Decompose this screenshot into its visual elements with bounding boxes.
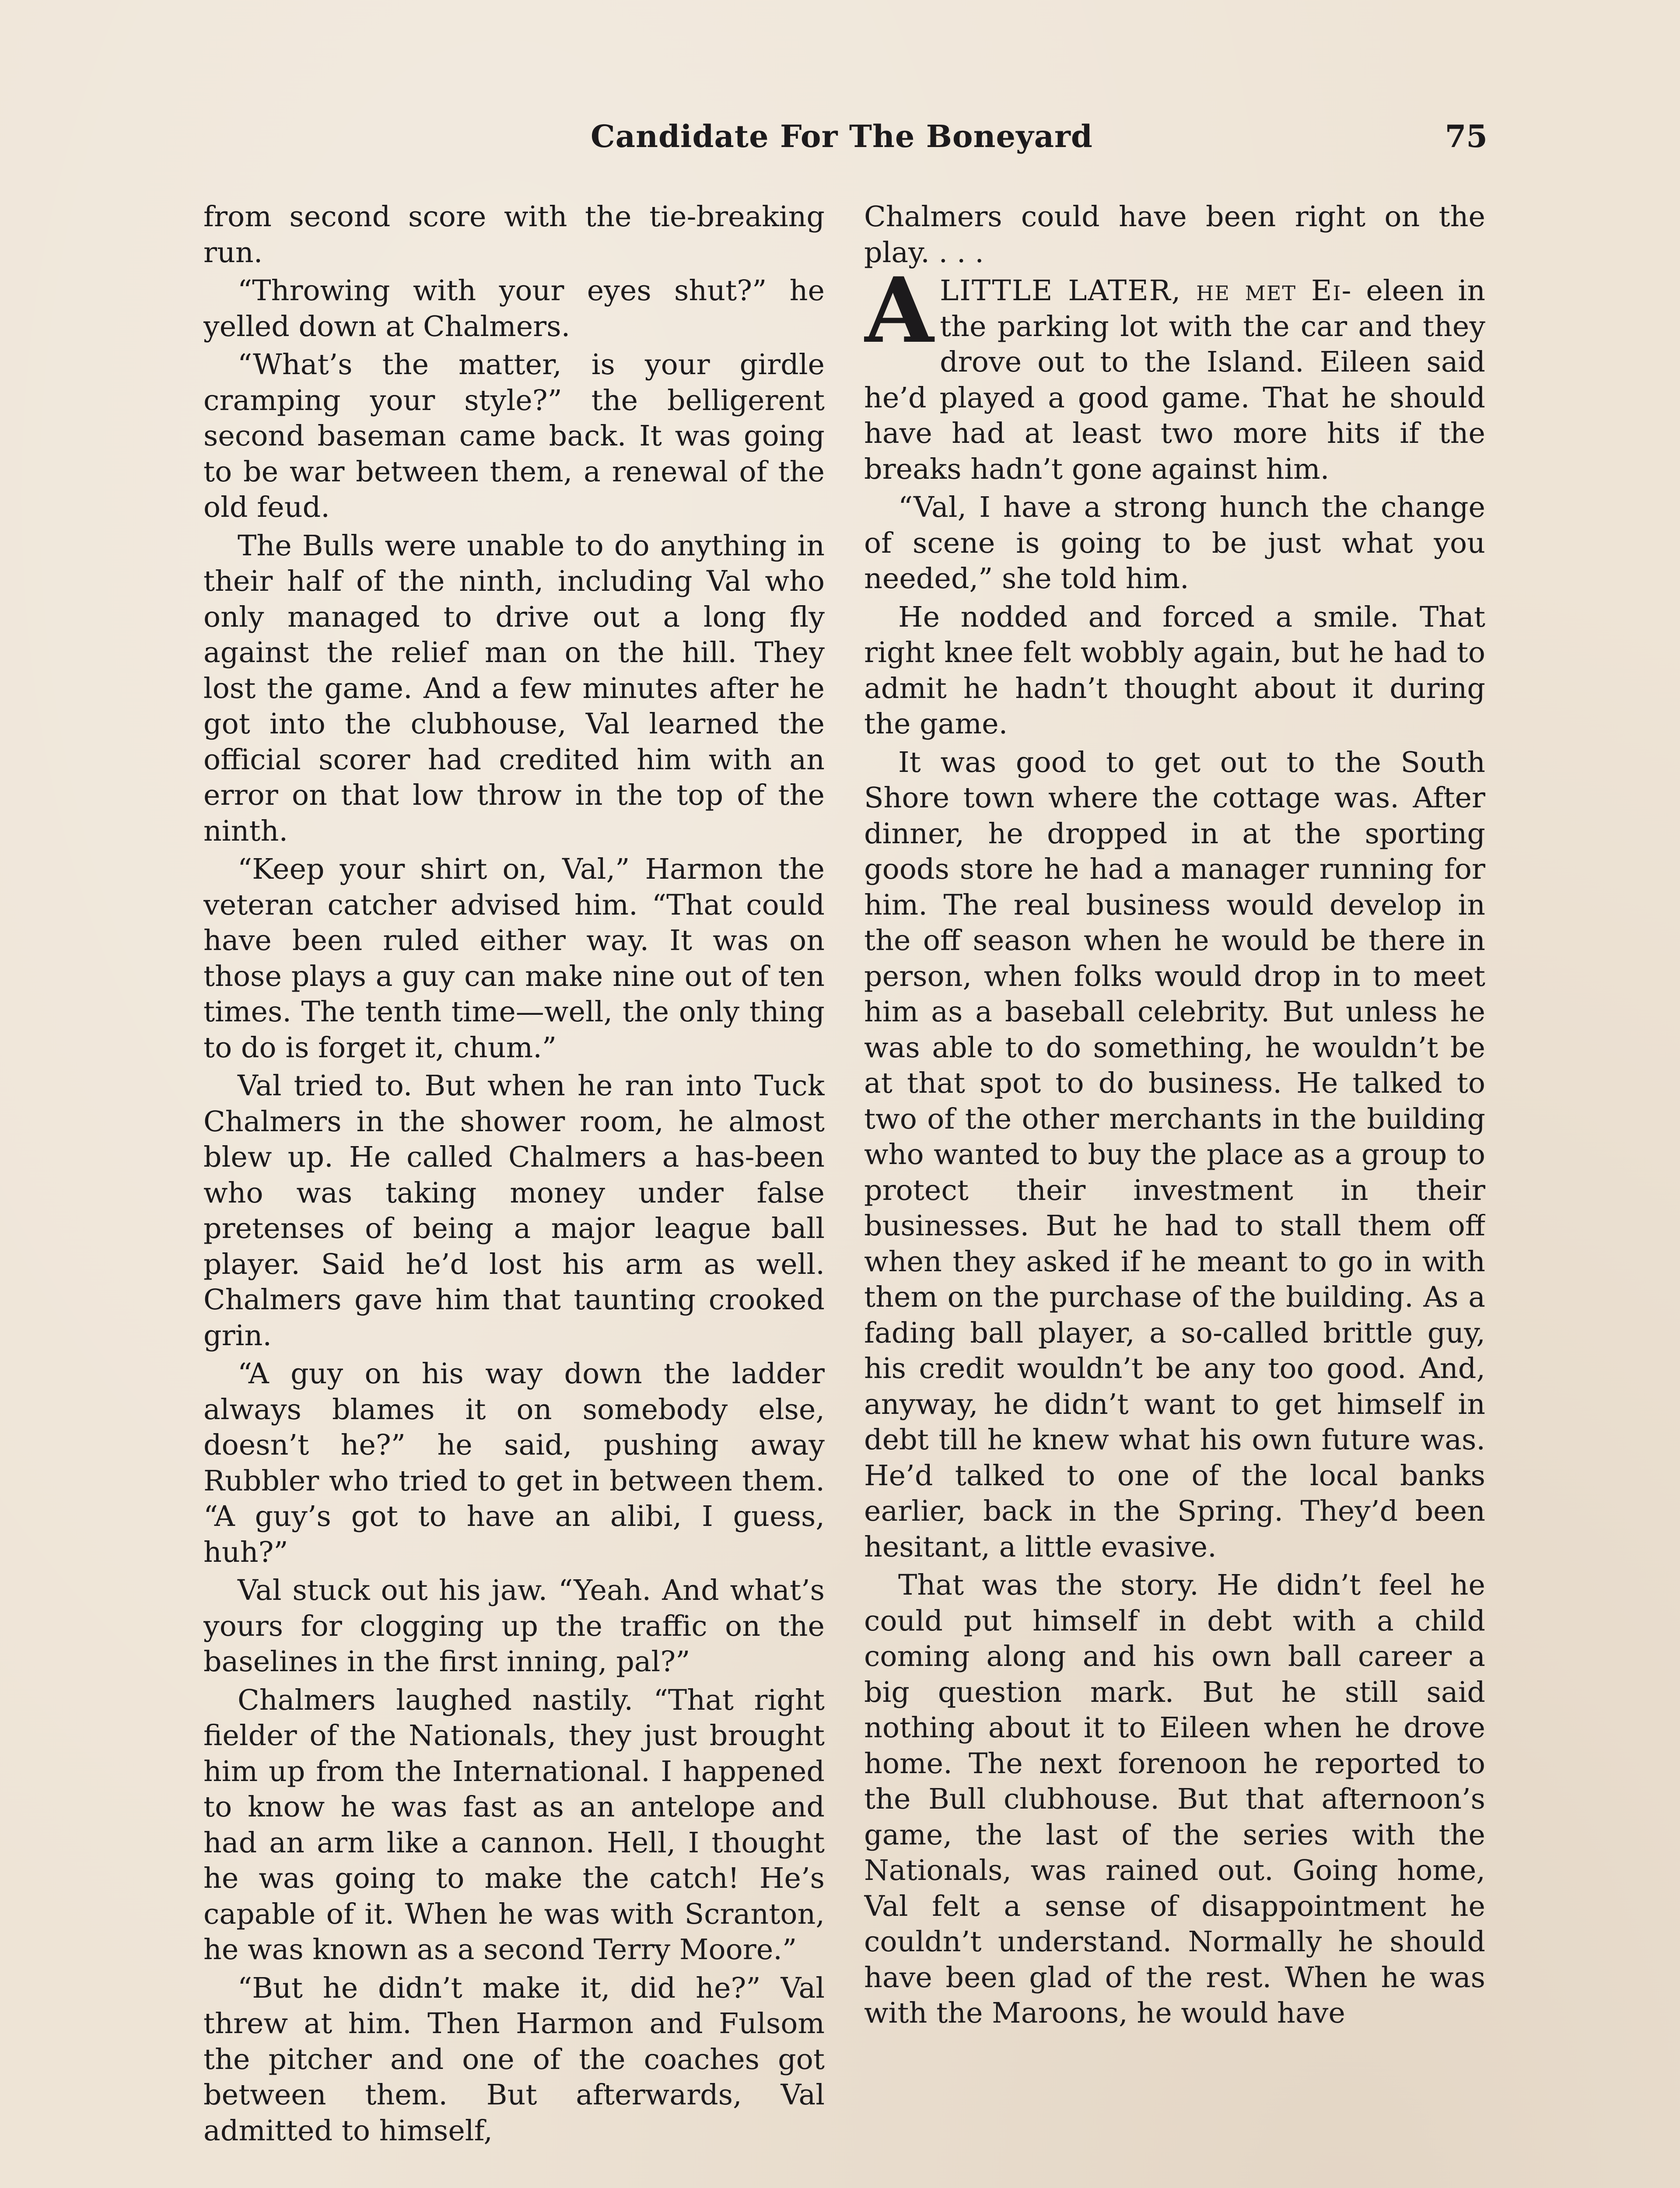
left-text-column — [203, 199, 825, 2188]
paragraph: Val tried to. But when he ran into Tuck Chalmers in the shower room, he almost blew up. He called Chalmers a has-been who was taking money under false pretenses of being a major league ball player. Said he’d lost his arm as well. Chalmers gave him that taunting crooked grin. — [203, 1069, 825, 1352]
section-opening-paragraph — [864, 258, 1485, 487]
paragraph: He nodded and forced a smile. That right knee felt wobbly again, but he had to admit he hadn’t thought about it during the game. — [864, 600, 1485, 740]
paragraph: The Bulls were unable to do anything in their half of the ninth, including Val who only managed to drive out a long fly against the relief man on the hill. They lost the game. And a few minutes after he got into the clubhouse, Val learned the official scorer had credited him with an error on that low throw in the top of the ninth. — [203, 529, 825, 848]
running-title: Candidate For The Boneyard — [591, 118, 1093, 154]
paragraph: from second score with the tie-breaking run. — [203, 200, 825, 269]
paragraph-text: eleen in the parking lot with the car and they drove out to the Island. Eileen said he’d played a good game. That he should have had at least two more hits if the breaks hadn’t gone against him. — [864, 274, 1485, 486]
paragraph: Val stuck out his jaw. “Yeah. And what’s yours for clogging up the traffic on the baselines in the first inning, pal?” — [203, 1574, 825, 1678]
right-text-column — [864, 199, 1485, 2188]
paragraph: “But he didn’t make it, did he?” Val threw at him. Then Harmon and Fulsom the pitcher and one of the coaches got between them. But afterwards, Val admitted to himself, — [203, 1971, 825, 2147]
paragraph: “What’s the matter, is your girdle cramping your style?” the belligerent second baseman came back. It was going to be war between them, a renewal of the old feud. — [203, 348, 825, 524]
paragraph: That was the story. He didn’t feel he could put himself in debt with a child coming along and his own ball career a big question mark. But he still said nothing about it to Eileen when he drove home. The next forenoon he reported to the Bull clubhouse. But that afternoon’s game, the last of the series with the Nationals, was rained out. Going home, Val felt a sense of disappointment he couldn’t understand. Normally he should have been glad of the rest. When he was with the Maroons, he would have — [864, 1569, 1485, 2030]
page-header — [206, 118, 1488, 171]
paragraph: Chalmers laughed nastily. “That right fielder of the Nationals, they just brought him up from the International. I happened to know he was fast as an antelope and had an arm like a cannon. Hell, I thought he was going to make the catch! He’s capable of it. When he was with Scranton, he was known as a second Terry Moore.” — [203, 1683, 825, 1966]
paragraph: “Val, I have a strong hunch the change of scene is going to be just what you needed,” she told him. — [864, 491, 1485, 595]
paragraph: “Throwing with your eyes shut?” he yelled down at Chalmers. — [203, 274, 825, 343]
paragraph: Chalmers could have been right on the play. . . . — [864, 200, 1485, 269]
paragraph: It was good to get out to the South Shore town where the cottage was. After dinner, he dropped in at the sporting goods store he had a manager running for him. The real business would develop in the off season when he would be there in person, when folks would drop in to meet him as a baseball celebrity. But unless he was able to do something, he wouldn’t be at that spot to do business. He talked to two of the other merchants in the building who wanted to buy the place as a group to protect their investment in their businesses. But he had to stall them off when they asked if he meant to go in with them on the purchase of the building. As a fading ball player, a so-called brittle guy, his credit wouldn’t be any too good. And, anyway, he didn’t want to get himself in debt till he knew what his own future was. He’d talked to one of the local banks earlier, back in the Spring. They’d been hesitant, a little evasive. — [864, 746, 1485, 1564]
drop-cap: A — [864, 258, 934, 363]
lead-in-text: LITTLE LATER, he met Ei- — [940, 274, 1352, 307]
paragraph: “Keep your shirt on, Val,” Harmon the veteran catcher advised him. “That could have been ruled either way. It was on those plays a guy can make nine out of ten times. The tenth time—well, the only thing to do is forget it, chum.” — [203, 853, 825, 1064]
paragraph: “A guy on his way down the ladder always blames it on somebody else, doesn’t he?” he said, pushing away Rubbler who tried to get in between them. “A guy’s got to have an alibi, I guess, huh?” — [203, 1357, 825, 1569]
page-number: 75 — [1445, 118, 1488, 154]
